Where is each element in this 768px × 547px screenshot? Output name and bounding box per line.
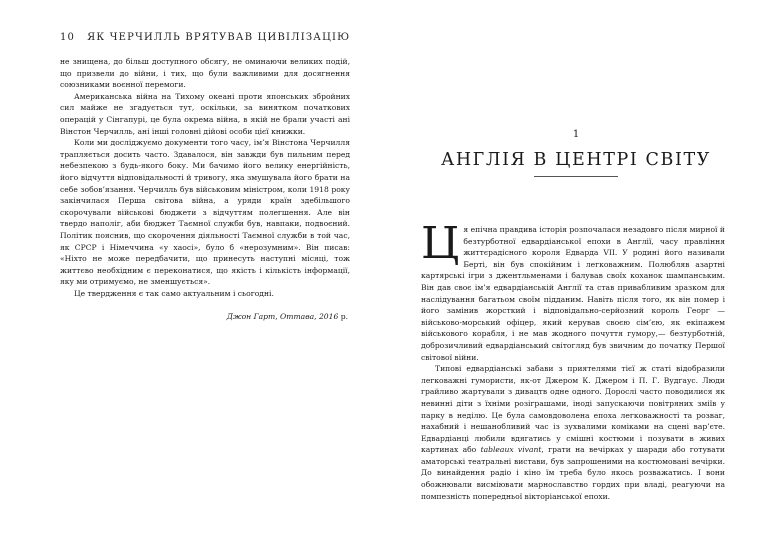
italic-phrase: tableaux vivant [480, 445, 542, 455]
chapter-title: АНГЛІЯ В ЦЕНТРІ СВІТУ [440, 150, 712, 170]
running-head [60, 32, 350, 43]
paragraph: не знищена, до більш доступного обсягу, не оминаючи великих подій, що призвели до війни, і тих, що були важливими для досягнення союзниками воєнної перемоги. [60, 57, 350, 90]
page-number: 10 [60, 32, 76, 43]
signature-suffix: р. [338, 312, 348, 322]
paragraph: Коли ми досліджуємо документи того часу, ім’я Вінстона Черчилля трапляється досить часто. Здавалося, він завжди був пильним перед небезпекою з будь-якого боку. Ми бачимо його велику енергійність, його відчуття відповідальності й тривогу, яка змушувала його брати на себе зобов’язання. Черчилль був військовим міністром, коли 1918 року закінчилася Перша світова війна, а уряди країн здебільшого скорочували військові бюджети з відчуттям полегшення. Але він твердо наполіг, аби бюджет Таємної служби був, навпаки, подвоєний. Політик пояснив, що скорочення діяльності Таємної служби в той час, як СРСР і Німеччина «у хаосі», було б «нерозумним». Він писав: «Ніхто не може передбачити, що принесуть наступні місяці, тож життєво необхідним є переконатися, що якість і кількість інформації, яку ми отримуємо, не зменшується». [60, 138, 350, 287]
paragraph-text: Типові едвардіанські забави з приятелями тієї ж статі відобразили легковажні гумористи, як-от Джером К. Джером і П. Г. Вудгаус. Люди грайливо жартували з дивацтв одне одного. Дорослі часто поводилися як невинні діти з їхніми розіграшами, іноді запускаючи повітряних зміїв у парку в неділю. Це була самовдоволена епоха легковажності та розваг, нахабний і нешанобливий час із зухвалими комiками на сцені вар’єте. Едвардіанці любили вдягатись у смішні костюми і позувати в живих картинах або [421, 364, 725, 455]
chapter-number: 1 [572, 129, 580, 140]
drop-cap: Ц [421, 218, 460, 269]
title-divider [534, 176, 618, 177]
paragraph: Американська війна на Тихому океані проти японських збройних сил майже не згадується тут, оскільки, за винятком початкових операцій у Сінгапурі, це була окрема війна, в якій не брали участі ані Вінстон Черчилль, ані інші головні дійові особи цієї книжки. [60, 91, 350, 136]
opening-paragraph-text: я епічна правдива історія розпочалася незадовго після мирної й безтурботної едвардіанської епохи в Англії, часу правління життєрадісного короля Едварда VII. У родині його називали Берті, він був спокійним і легковажним. Полюбляв азартні картярські ігри з джентльменами і балував своїх коханок шампанським. Він дав своє ім’я едвардіанській Англії та став привабливим зразком для наслідування багатьом своїм підданим. Навіть після того, як він помер і його замінив жорсткий і відповідально-серйозний король Георг — військово-морський офіцер, який керував своєю сім’єю, як екіпажем військового корабля, і не мав жодного почуття гумору,— безтурботній, доброзичливий едвардіанський світогляд був звичним до початку Першої світової війни. [421, 225, 725, 362]
left-body-text [60, 56, 350, 323]
author-signature [60, 311, 350, 323]
paragraph-text: , грати на вечірках у шаради або готувати аматорські театральні вистави, був запрошеними на костюмовані вечірки. До винайдення радіо і кіно їм треба було якось розважатись. І вони обожнювали висміювати марнославство гордих при владі, реагуючи на помпезність попередньої вікторіанської епохи. [421, 445, 725, 501]
right-page [384, 0, 768, 547]
paragraph [421, 363, 725, 502]
right-body-text [421, 218, 725, 502]
signature-name: Джон Гарт, Оттава, 2016 [226, 312, 339, 322]
opening-paragraph [421, 218, 725, 363]
paragraph: Це твердження є так само актуальним і сьогодні. [74, 288, 274, 298]
book-title-header: ЯК ЧЕРЧИЛЛЬ ВРЯТУВАВ ЦИВІЛІЗАЦІЮ [87, 32, 351, 43]
